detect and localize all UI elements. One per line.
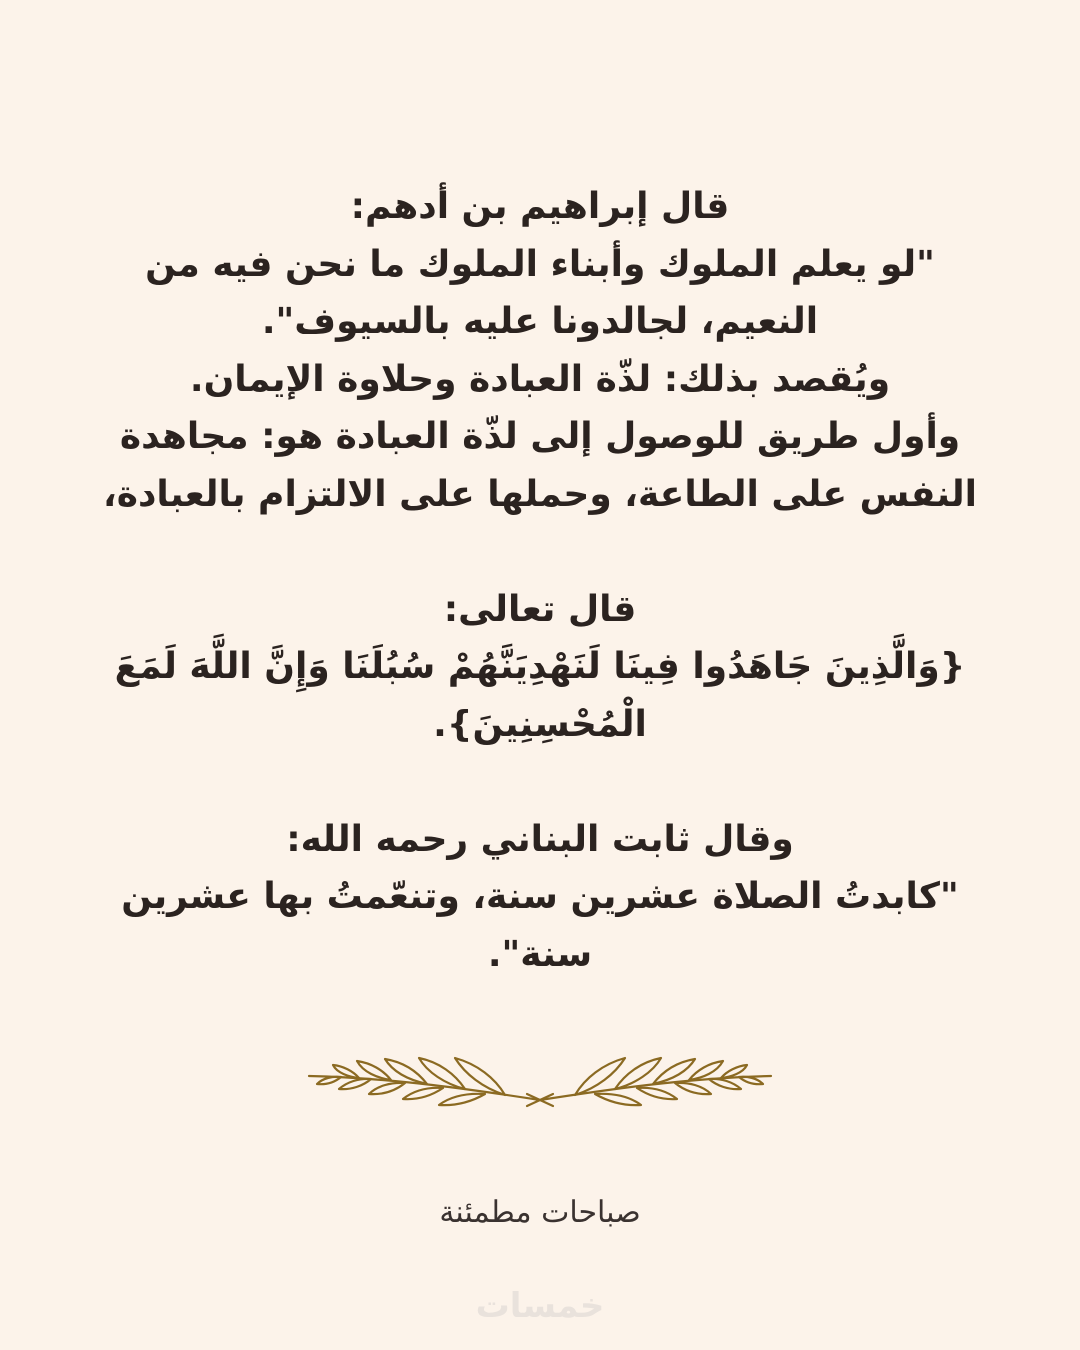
text-line: سنة". [487,933,593,975]
watermark: خمسات [475,1286,605,1326]
text-line: قال تعالى: [443,588,637,630]
paragraph-gap [90,523,990,581]
signature: صباحات مطمئنة [439,1195,641,1230]
text-line: الْمُحْسِنِينَ}. [433,703,647,745]
text-line: النفس على الطاعة، وحملها على الالتزام بالعبادة، [103,473,977,515]
laurel-branch-icon [305,1050,775,1112]
paragraph-gap [90,753,990,811]
text-line: ويُقصد بذلك: لذّة العبادة وحلاوة الإيمان. [189,358,891,400]
text-line: "لو يعلم الملوك وأبناء الملوك ما نحن فيه من [145,243,935,285]
text-line: وقال ثابت البناني رحمه الله: [286,818,794,860]
text-line: قال إبراهيم بن أدهم: [350,186,730,227]
text-line: النعيم، لجالدونا عليه بالسيوف". [261,301,819,342]
text-line: وأول طريق للوصول إلى لذّة العبادة هو: مجاهدة [119,416,961,457]
quote-block [90,178,990,983]
text-line: {وَالَّذِينَ جَاهَدُوا فِينَا لَنَهْدِيَنَّهُمْ سُبُلَنَا وَإِنَّ اللَّهَ لَمَعَ [114,646,966,687]
text-line: "كابدتُ الصلاة عشرين سنة، وتنعّمتُ بها عشرين [121,876,959,917]
